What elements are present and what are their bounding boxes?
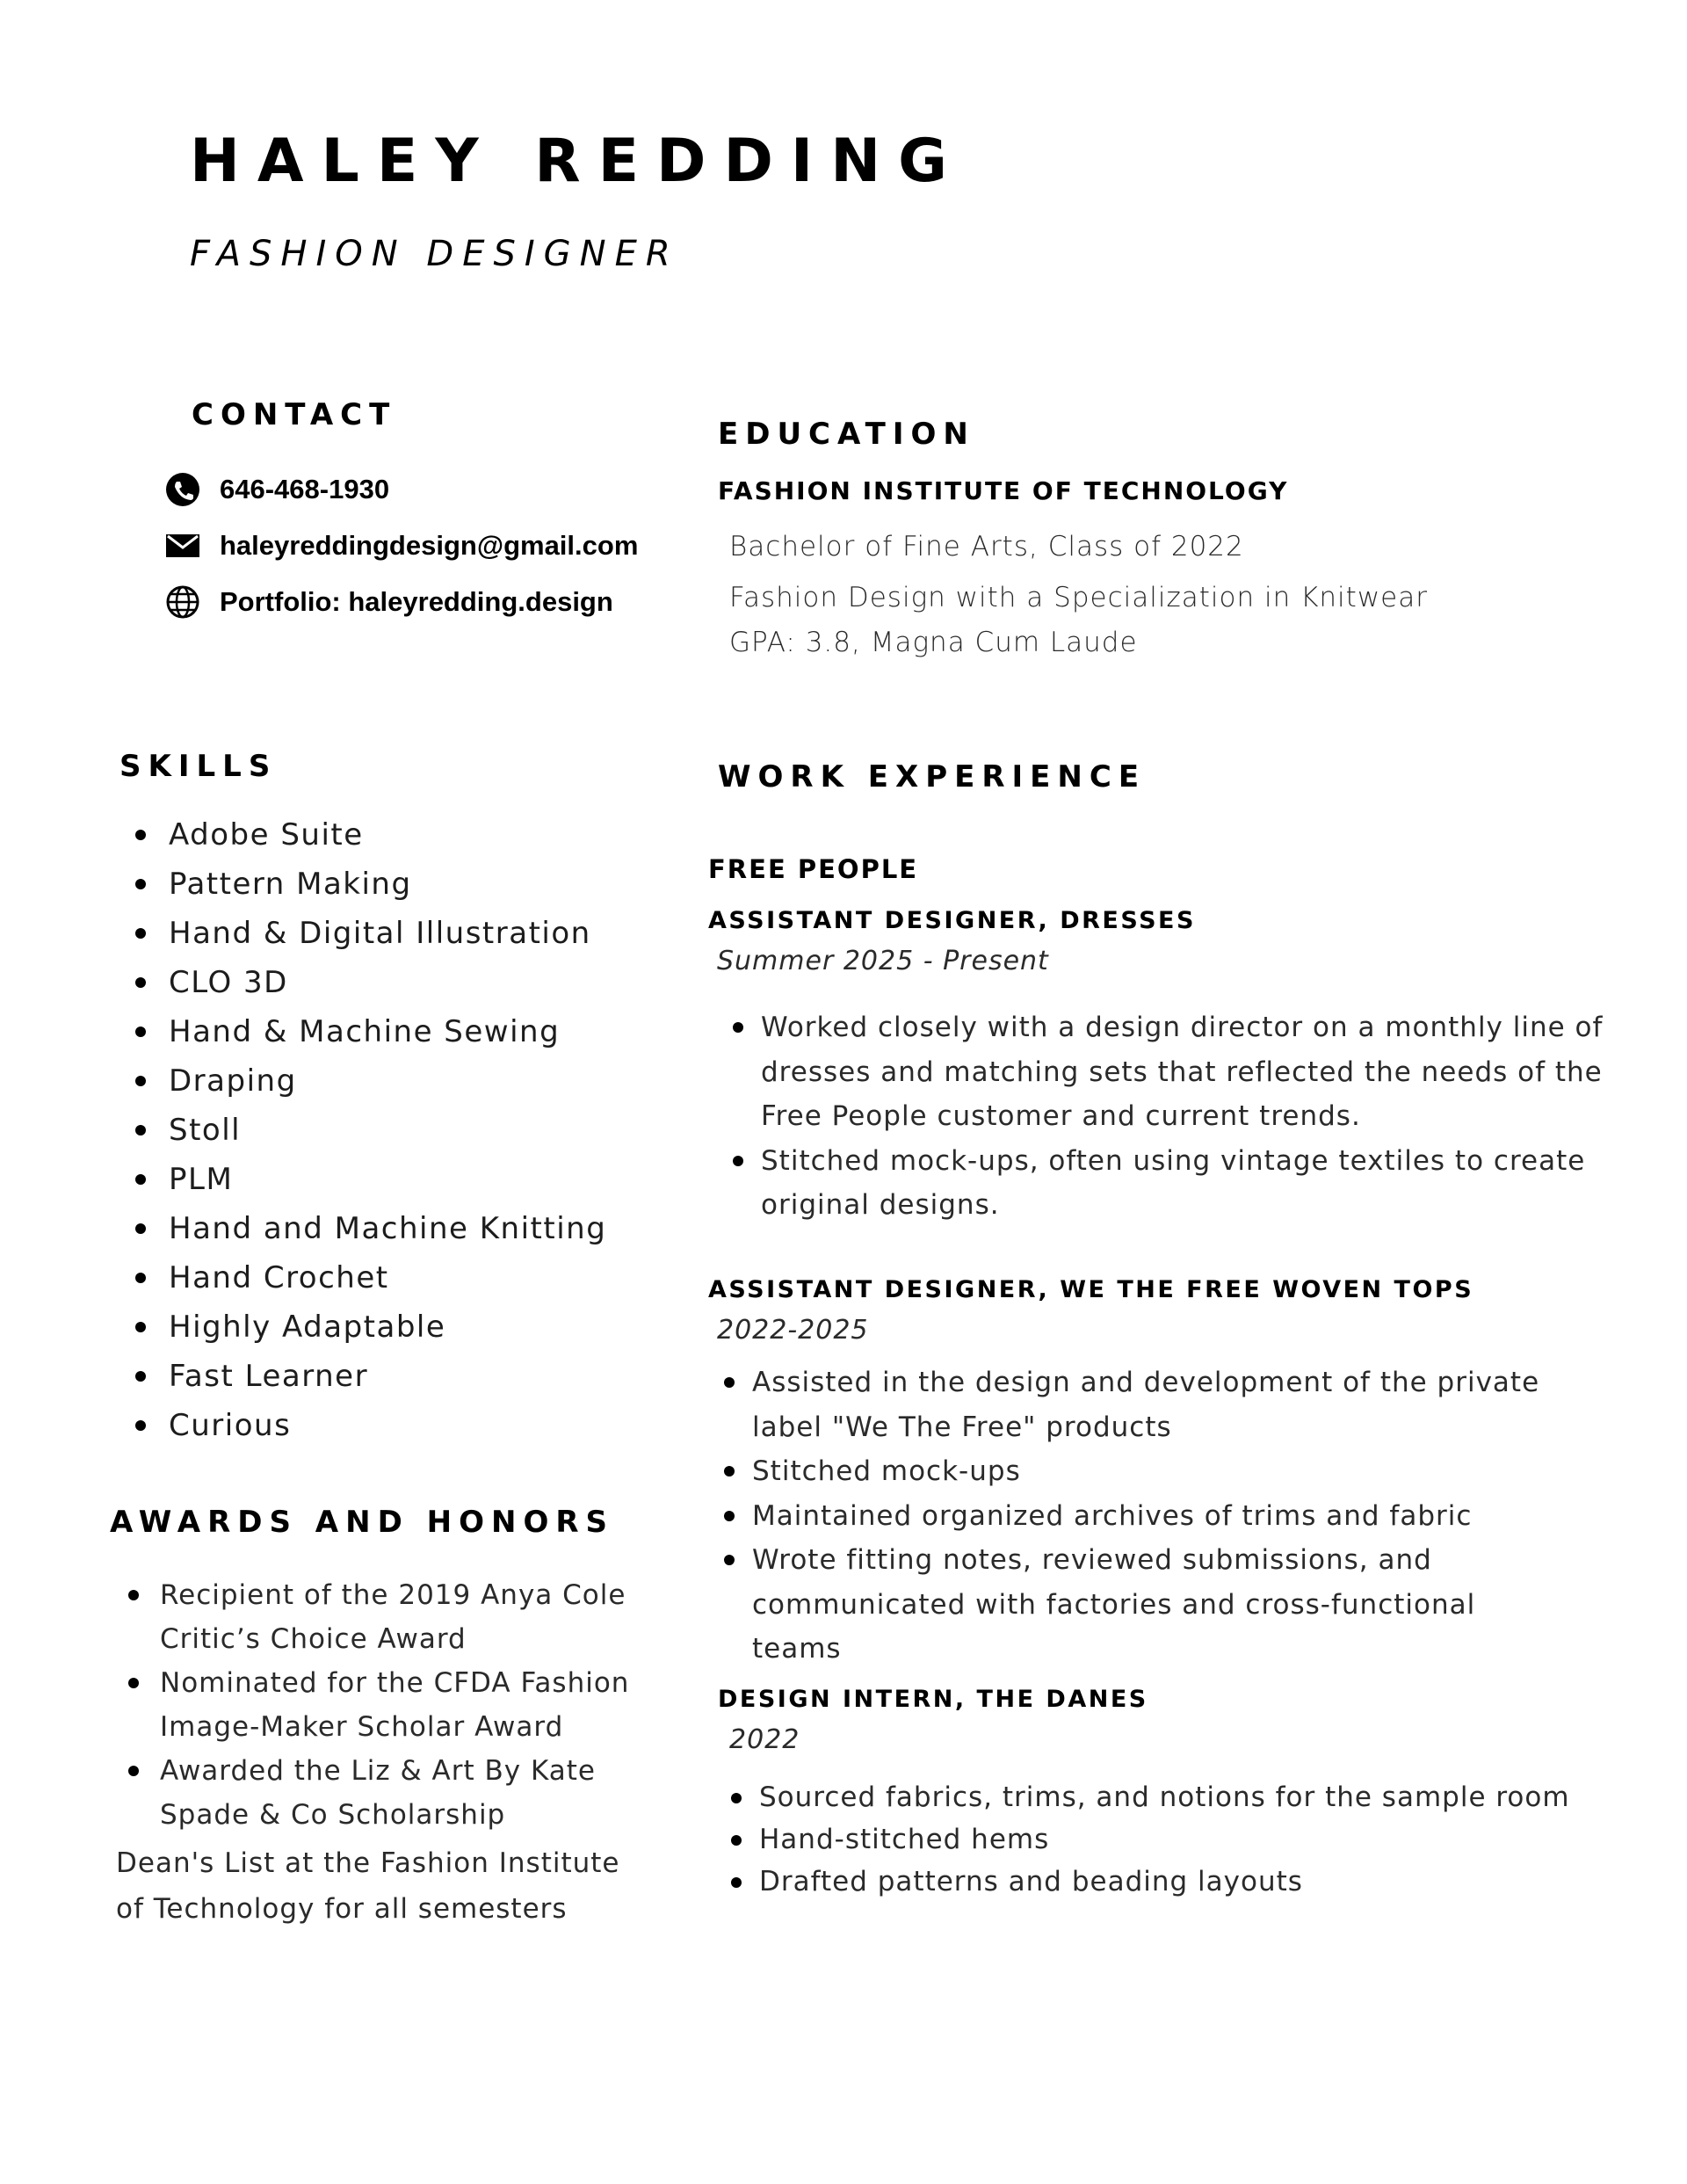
mail-icon xyxy=(165,528,200,563)
job-date: 2022 xyxy=(729,1724,800,1755)
skill-item: Fast Learner xyxy=(132,1352,606,1401)
contact-portfolio-text: Portfolio: haleyredding.design xyxy=(220,586,613,617)
education-major: Fashion Design with a Specialization in Knitwear xyxy=(729,582,1428,613)
job-bullet: Maintained organized archives of trims and fabric xyxy=(720,1494,1564,1539)
work-company: FREE PEOPLE xyxy=(708,854,919,884)
job-bullet: Wrote fitting notes, reviewed submissions, and communicated with factories and cross-functional teams xyxy=(720,1538,1564,1672)
job-bullet: Sourced fabrics, trims, and notions for the sample room xyxy=(728,1776,1606,1818)
contact-email-text: haleyreddingdesign@gmail.com xyxy=(220,530,639,561)
contact-portfolio[interactable] xyxy=(165,582,638,622)
skill-item: Hand & Digital Illustration xyxy=(132,909,606,958)
job-bullet: Stitched mock-ups, often using vintage textiles to create original designs. xyxy=(729,1139,1608,1228)
contact-list xyxy=(165,469,638,638)
skills-list xyxy=(132,810,606,1450)
skill-item: Curious xyxy=(132,1401,606,1450)
contact-heading: CONTACT xyxy=(192,397,397,432)
award-item: Nominated for the CFDA Fashion Image-Maker Scholar Award xyxy=(125,1661,652,1749)
award-item: Recipient of the 2019 Anya Cole Critic’s Choice Award xyxy=(125,1573,652,1661)
phone-icon xyxy=(165,472,200,507)
job-bullet-list xyxy=(729,1005,1608,1228)
job-bullet-list xyxy=(720,1360,1564,1672)
job-bullet: Worked closely with a design director on a monthly line of dresses and matching sets that reflected the needs of the Free People customer and current trends. xyxy=(729,1005,1608,1139)
job-bullet: Drafted patterns and beading layouts xyxy=(728,1861,1606,1903)
globe-icon xyxy=(165,584,200,620)
work-heading: WORK EXPERIENCE xyxy=(718,759,1147,795)
skill-item: PLM xyxy=(132,1155,606,1204)
job-bullet: Assisted in the design and development of the private label "We The Free" products xyxy=(720,1360,1564,1449)
job-date: 2022-2025 xyxy=(717,1315,869,1346)
skill-item: Pattern Making xyxy=(132,860,606,909)
education-gpa: GPA: 3.8, Magna Cum Laude xyxy=(729,627,1138,658)
skills-heading: SKILLS xyxy=(119,749,278,784)
skill-item: Hand & Machine Sewing xyxy=(132,1007,606,1056)
skill-item: CLO 3D xyxy=(132,958,606,1007)
awards-list xyxy=(125,1573,652,1837)
job-title: ASSISTANT DESIGNER, DRESSES xyxy=(708,907,1196,934)
contact-phone[interactable] xyxy=(165,469,638,510)
skill-item: Hand Crochet xyxy=(132,1253,606,1302)
job-title: DESIGN INTERN, THE DANES xyxy=(718,1686,1148,1713)
resume-name: HALEY REDDING xyxy=(190,127,965,196)
award-item: Awarded the Liz & Art By Kate Spade & Co Scholarship xyxy=(125,1749,652,1837)
education-heading: EDUCATION xyxy=(718,417,975,452)
skill-item: Stoll xyxy=(132,1106,606,1155)
award-deans-list: Dean's List at the Fashion Institute of Technology for all semesters xyxy=(116,1847,620,1925)
contact-phone-text: 646-468-1930 xyxy=(220,474,390,504)
education-degree: Bachelor of Fine Arts, Class of 2022 xyxy=(729,531,1244,562)
job-bullet-list xyxy=(728,1776,1606,1903)
job-bullet: Stitched mock-ups xyxy=(720,1449,1564,1494)
education-school: FASHION INSTITUTE OF TECHNOLOGY xyxy=(718,476,1289,505)
job-title: ASSISTANT DESIGNER, WE THE FREE WOVEN TOPS xyxy=(708,1276,1474,1303)
skill-item: Adobe Suite xyxy=(132,810,606,860)
skill-item: Hand and Machine Knitting xyxy=(132,1204,606,1253)
awards-heading: AWARDS AND HONORS xyxy=(110,1505,615,1540)
skill-item: Draping xyxy=(132,1056,606,1106)
contact-email[interactable] xyxy=(165,526,638,566)
resume-job-title: FASHION DESIGNER xyxy=(190,234,679,274)
job-date: Summer 2025 - Present xyxy=(717,946,1049,976)
job-bullet: Hand-stitched hems xyxy=(728,1818,1606,1861)
skill-item: Highly Adaptable xyxy=(132,1302,606,1352)
